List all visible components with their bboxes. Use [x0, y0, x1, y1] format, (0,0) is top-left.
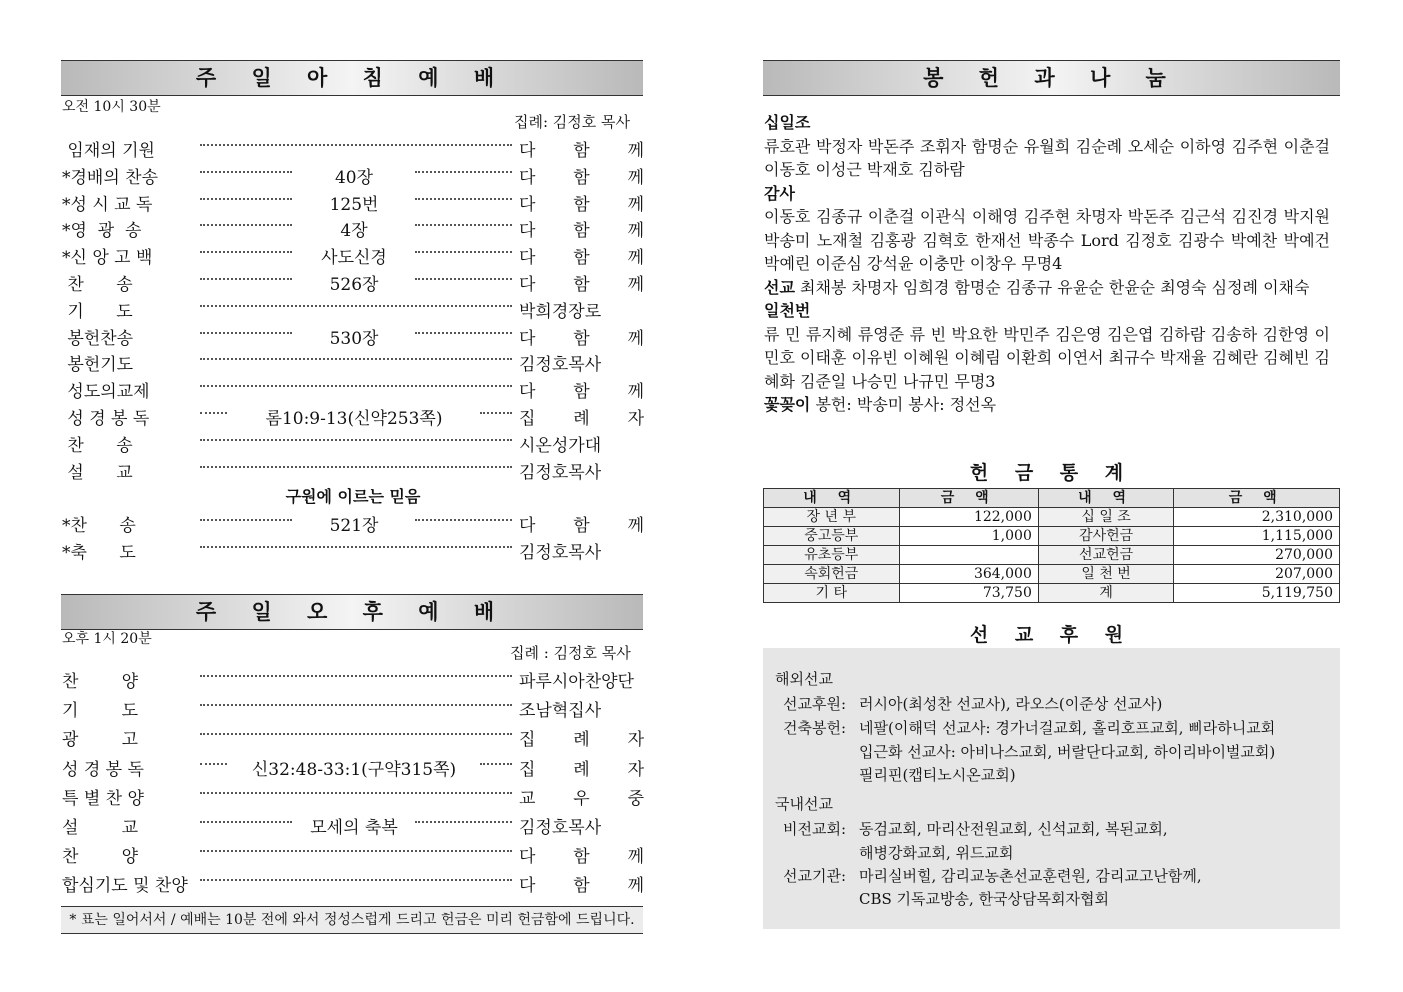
order-person: 조남혁집사 — [519, 701, 602, 722]
stats-header-cell: 금 액 — [1174, 489, 1340, 508]
order-detail: 모세의 축복 — [310, 818, 398, 838]
stats-item-cell: 중고등부 — [764, 527, 900, 546]
order-label: *영 광 송 — [62, 221, 142, 242]
afternoon-time: 오후 1시 20분 — [62, 631, 152, 647]
thanks-names: 이동호 김종규 이춘걸 이관식 이해영 김주현 차명자 박돈주 김근석 김진경 박지원 박송미 노재철 김홍광 김혁호 한재선 박종수 Lord 김정호 김광수 박예찬 박예건 박예린 이준심 강석윤 이충만 이창우 무명4 — [764, 207, 1330, 273]
flower-label: 꽃꽂이 — [764, 395, 811, 414]
order-label: 기 도 — [62, 701, 139, 722]
leader-dots — [200, 332, 292, 334]
order-row — [62, 431, 644, 456]
mission-offering — [764, 276, 1330, 300]
stats-header-cell: 내 역 — [764, 489, 900, 508]
stats-amount-cell: 207,000 — [1174, 565, 1340, 584]
stats-amount-cell: 5,119,750 — [1174, 584, 1340, 603]
leader-dots — [200, 385, 512, 387]
order-label: 찬 양 — [62, 847, 139, 868]
order-person: 다 함 께 — [519, 248, 644, 269]
stats-row — [764, 584, 1340, 603]
stats-title: 헌 금 통 계 — [969, 462, 1134, 484]
mission-names: 최채봉 차명자 임희경 함명순 김종규 유윤순 한윤순 최영숙 심정례 이채숙 — [800, 277, 1310, 297]
order-label: 성도의교제 — [62, 382, 150, 403]
tithe-label: 십일조 — [764, 113, 811, 132]
order-row — [62, 784, 644, 809]
order-row — [62, 190, 644, 215]
order-label: 봉헌찬송 — [62, 328, 134, 349]
order-row — [62, 755, 644, 780]
order-row — [62, 324, 644, 349]
order-row — [62, 538, 644, 563]
order-person: 집 례 자 — [519, 759, 644, 780]
order-row — [62, 458, 644, 483]
order-person: 김정호목사 — [519, 542, 602, 563]
order-row — [62, 163, 644, 188]
order-person: 박희경장로 — [519, 301, 602, 322]
afternoon-service-header: 주 일 오 후 예 배 — [61, 594, 643, 630]
order-person: 집 례 자 — [519, 409, 644, 429]
stats-item-cell: 기 타 — [764, 584, 900, 603]
order-label: 광 고 — [62, 730, 139, 751]
building-key: 건축봉헌: — [783, 719, 847, 737]
order-label: 찬 송 — [62, 275, 133, 295]
order-row — [62, 377, 644, 403]
order-row — [62, 216, 644, 242]
leader-dots — [415, 198, 512, 200]
leader-dots — [415, 519, 512, 521]
leader-dots — [200, 792, 512, 794]
order-person: 시온성가대 — [519, 435, 602, 456]
order-label: 설 교 — [62, 818, 139, 838]
footnote: * 표는 일어서서 / 예배는 10분 전에 와서 정성스럽게 드리고 헌금은 미리 헌금함에 드립니다. — [61, 906, 643, 934]
order-label: 설 교 — [62, 462, 133, 483]
order-label: *경배의 찬송 — [62, 167, 159, 188]
leader-dots — [200, 305, 512, 307]
order-row — [62, 297, 644, 322]
leader-dots — [200, 879, 512, 881]
order-label: *찬 송 — [62, 516, 136, 536]
order-person: 다 함 께 — [519, 194, 644, 215]
order-label: 합심기도 및 찬양 — [62, 876, 188, 897]
vision-value-2: 해병강화교회, 위드교회 — [859, 844, 1014, 862]
leader-dots — [200, 850, 512, 852]
order-detail: 530장 — [329, 328, 379, 349]
order-detail: 롬10:9-13(신약253쪽) — [265, 409, 443, 429]
order-label: 봉헌기도 — [62, 355, 134, 376]
stats-item-cell: 감사헌금 — [1038, 527, 1174, 546]
thousand-label: 일천번 — [764, 301, 811, 320]
order-detail: 4장 — [340, 221, 368, 242]
order-person: 다 함 께 — [519, 275, 644, 295]
building-value-3: 필리핀(캡티노시온교회) — [859, 766, 1016, 784]
sermon-title: 구원에 이르는 믿음 — [285, 487, 421, 506]
stats-item-cell: 속회헌금 — [764, 565, 900, 584]
stats-row — [764, 565, 1340, 584]
stats-amount-cell: 1,115,000 — [1174, 527, 1340, 546]
order-person: 김정호목사 — [519, 462, 602, 483]
thousand-names: 류 민 류지혜 류영준 류 빈 박요한 박민주 김은영 김은엽 김하람 김송하 김한영 이민호 이태훈 이유빈 이혜원 이혜림 이환희 이연서 최규수 박재율 김혜란 김혜빈 김혜화 김준일 나승민 나규민 무명3 — [764, 324, 1330, 391]
leader-dots — [200, 763, 227, 765]
leader-dots — [200, 519, 292, 521]
leader-dots — [200, 358, 512, 360]
order-label: 특 별 찬 양 — [62, 788, 144, 809]
stats-item-cell: 계 — [1038, 584, 1174, 603]
order-label: 성 경 봉 독 — [62, 759, 144, 780]
order-row — [62, 667, 644, 692]
stats-item-cell: 유초등부 — [764, 546, 900, 565]
leader-dots — [200, 251, 292, 253]
leader-dots — [480, 763, 512, 765]
mission-label: 선교 — [764, 277, 795, 297]
building-value-2: 입근화 선교사: 아비나스교회, 버랄단다교회, 하이리바이벌교회) — [859, 743, 1276, 761]
leader-dots — [415, 332, 512, 334]
order-label: *신 앙 고 백 — [62, 248, 153, 269]
order-person: 다 함 께 — [519, 167, 644, 188]
tithe-names: 류호관 박정자 박돈주 조휘자 함명순 유월희 김순례 오세순 이하영 김주현 이춘걸 이동호 이성근 박재호 김하람 — [764, 136, 1330, 179]
order-person: 교 우 중 — [519, 788, 644, 809]
org-value-2: CBS 기독교방송, 한국상담목회자협회 — [859, 890, 1109, 908]
order-row — [62, 842, 644, 868]
stats-row — [764, 527, 1340, 546]
stats-header-cell: 금 액 — [899, 489, 1038, 508]
stats-amount-cell: 122,000 — [899, 508, 1038, 527]
leader-dots — [480, 412, 512, 414]
order-row — [62, 136, 644, 161]
order-person: 다 함 께 — [519, 221, 644, 242]
order-detail: 사도신경 — [321, 248, 387, 269]
leader-dots — [200, 821, 292, 823]
domestic-heading: 국내선교 — [775, 795, 833, 813]
order-label: *성 시 교 독 — [62, 194, 153, 215]
leader-dots — [200, 171, 292, 173]
support-key: 선교후원: — [783, 695, 847, 713]
stats-item-cell: 장 년 부 — [764, 508, 900, 527]
order-person: 다 함 께 — [519, 328, 644, 349]
order-person: 다 함 께 — [519, 516, 644, 536]
order-person: 집 례 자 — [519, 730, 644, 751]
order-detail: 40장 — [334, 167, 374, 188]
stats-item-cell: 선교헌금 — [1038, 546, 1174, 565]
order-detail: 신32:48-33:1(구약315쪽) — [251, 759, 457, 780]
order-person: 다 함 께 — [519, 382, 644, 403]
order-detail: 526장 — [329, 275, 379, 295]
offering-header: 봉 헌 과 나 눔 — [763, 60, 1340, 96]
order-row — [62, 350, 644, 376]
stats-amount-cell — [899, 546, 1038, 565]
order-person: 다 함 께 — [519, 141, 644, 161]
leader-dots — [200, 144, 512, 146]
order-person: 다 함 께 — [519, 847, 644, 868]
stats-amount-cell: 1,000 — [899, 527, 1038, 546]
leader-dots — [200, 733, 512, 735]
stats-amount-cell: 73,750 — [899, 584, 1038, 603]
leader-dots — [200, 439, 512, 441]
leader-dots — [415, 278, 512, 280]
order-label: 임재의 기원 — [62, 141, 155, 161]
order-label: 기 도 — [62, 301, 133, 322]
order-person: 김정호목사 — [519, 355, 602, 376]
flower-text: 봉헌: 박송미 봉사: 정선옥 — [815, 395, 997, 414]
order-person: 다 함 께 — [519, 876, 644, 897]
vision-key: 비전교회: — [783, 820, 847, 838]
order-row — [62, 511, 644, 536]
stats-row — [764, 508, 1340, 527]
order-row — [62, 725, 644, 751]
thanks-label: 감사 — [764, 183, 795, 203]
leader-dots — [415, 171, 512, 173]
order-label: 찬 양 — [62, 672, 139, 692]
leader-dots — [200, 675, 512, 677]
order-row — [62, 404, 644, 429]
leader-dots — [200, 198, 292, 200]
building-value: 네팔(이해덕 선교사: 경가너걸교회, 홀리호프교회, 삐라하니교회 — [859, 719, 1276, 737]
order-label: 성 경 봉 독 — [62, 409, 150, 429]
support-value: 러시아(최성찬 선교사), 라오스(이준상 선교사) — [859, 695, 1163, 713]
order-detail: 125번 — [329, 194, 379, 215]
afternoon-leader: 집례 : 김정호 목사 — [510, 644, 631, 662]
stats-amount-cell: 270,000 — [1174, 546, 1340, 565]
leader-dots — [200, 278, 292, 280]
stats-amount-cell: 2,310,000 — [1174, 508, 1340, 527]
leader-dots — [200, 466, 512, 468]
stats-item-cell: 십 일 조 — [1038, 508, 1174, 527]
morning-service-header: 주 일 아 침 예 배 — [61, 60, 643, 96]
stats-row — [764, 546, 1340, 565]
leader-dots — [415, 224, 512, 226]
org-key: 선교기관: — [783, 867, 847, 885]
leader-dots — [200, 546, 512, 548]
order-row — [62, 813, 644, 838]
offering-lists — [764, 111, 1330, 417]
order-person: 김정호목사 — [519, 818, 602, 838]
flower-offering — [764, 393, 1330, 417]
leader-dots — [200, 224, 292, 226]
order-label: 찬 송 — [62, 435, 133, 456]
order-person: 파루시아찬양단 — [519, 672, 634, 692]
stats-item-cell: 일 천 번 — [1038, 565, 1174, 584]
overseas-heading: 해외선교 — [775, 670, 833, 688]
leader-dots — [415, 821, 512, 823]
order-row — [62, 696, 644, 722]
order-row — [62, 243, 644, 269]
morning-time: 오전 10시 30분 — [62, 99, 161, 115]
order-label: *축 도 — [62, 542, 136, 563]
order-row — [62, 270, 644, 295]
org-value: 마리실버힐, 감리교농촌선교훈련원, 감리교고난함께, — [859, 867, 1202, 885]
order-detail: 521장 — [329, 516, 379, 536]
leader-dots — [415, 251, 512, 253]
order-row — [62, 871, 644, 897]
morning-leader: 집례: 김정호 목사 — [514, 113, 631, 131]
stats-amount-cell: 364,000 — [899, 565, 1038, 584]
stats-header-cell: 내 역 — [1038, 489, 1174, 508]
vision-value: 동검교회, 마리산전원교회, 신석교회, 복된교회, — [859, 820, 1168, 838]
support-title: 선 교 후 원 — [969, 624, 1134, 646]
mission-support-box — [763, 648, 1340, 929]
stats-header-row — [764, 489, 1340, 508]
offering-stats-table — [763, 488, 1340, 603]
leader-dots — [200, 704, 512, 706]
leader-dots — [200, 412, 227, 414]
